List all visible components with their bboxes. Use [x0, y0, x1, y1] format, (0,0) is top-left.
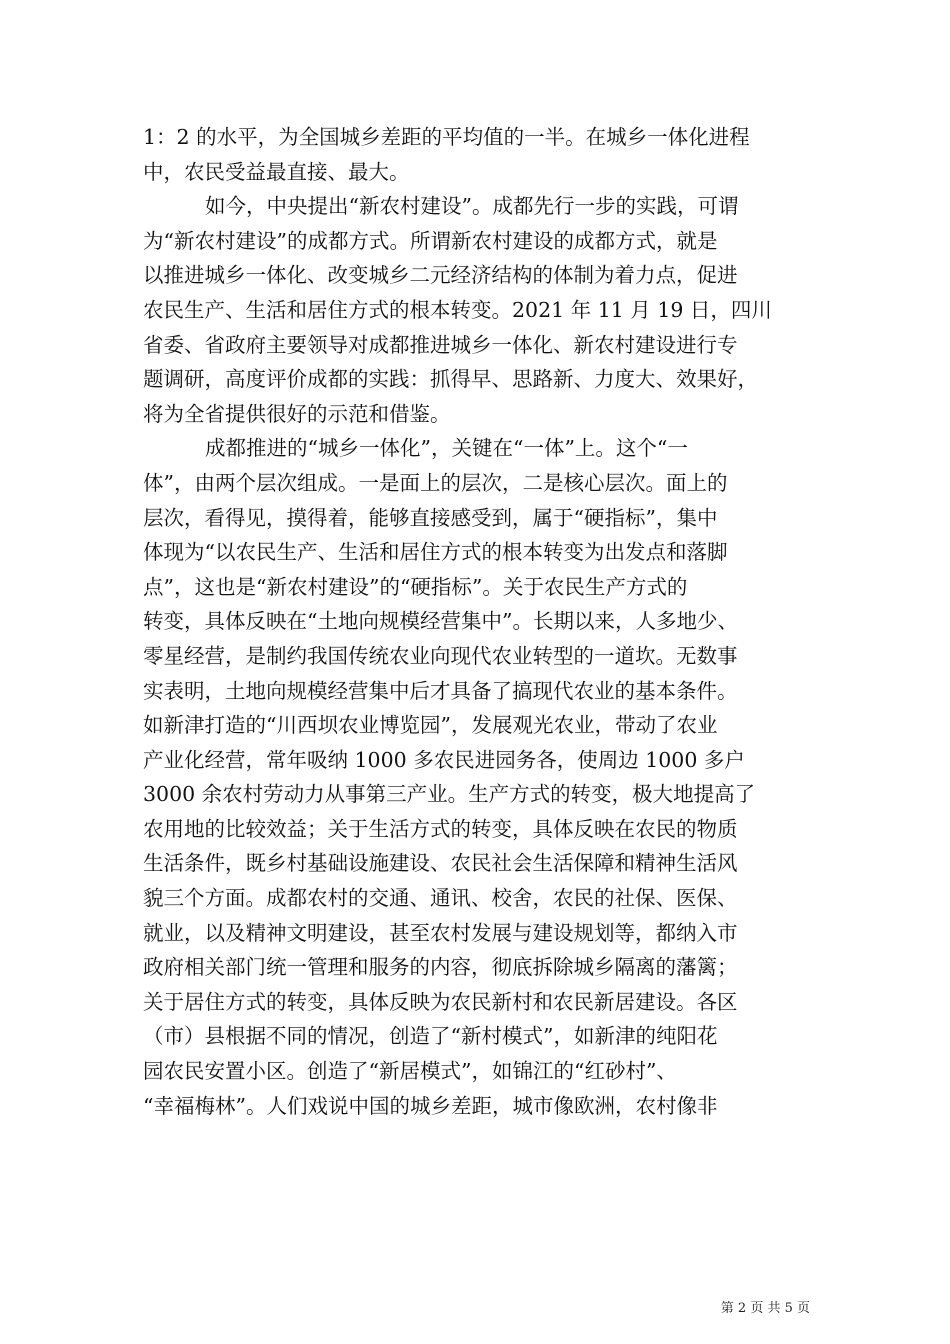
text-line: 为“新农村建设”的成都方式。所谓新农村建设的成都方式，就是	[143, 228, 718, 253]
text-line: 如今，中央提出“新农村建设”。成都先行一步的实践，可谓	[205, 194, 739, 219]
text-line: 产业化经营，常年吸纳 1000 多农民进园务各，使周边 1000 多户	[143, 747, 745, 772]
page-number: 第 2 页 共 5 页	[720, 1301, 810, 1316]
text-line: 农用地的比较效益；关于生活方式的转变，具体反映在农民的物质	[143, 816, 738, 841]
text-line: 将为全省提供很好的示范和借鉴。	[143, 401, 451, 426]
text-line: 关于居住方式的转变，具体反映为农民新村和农民新居建设。各区	[143, 989, 738, 1014]
text-line: 3000 余农村劳动力从事第三产业。生产方式的转变，极大地提高了	[143, 782, 756, 807]
text-line: 转变，具体反映在“土地向规模经营集中”。长期以来，人多地少、	[143, 609, 738, 634]
text-line: 农民生产、生活和居住方式的根本转变。2021 年 11 月 19 日，四川	[143, 297, 772, 322]
document-body	[143, 120, 808, 1123]
text-line: （市）县根据不同的情况，创造了“新村模式”，如新津的纯阳花	[143, 1024, 718, 1049]
text-line: 层次，看得见，摸得着，能够直接感受到，属于“硬指标”，集中	[143, 505, 718, 530]
text-line: 政府相关部门统一管理和服务的内容，彻底拆除城乡隔离的藩篱；	[143, 955, 738, 980]
text-line: 体”，由两个层次组成。一是面上的层次，二是核心层次。面上的	[143, 470, 728, 495]
text-line: 中，农民受益最直接、最大。	[143, 159, 410, 184]
text-line: 1：2 的水平，为全国城乡差距的平均值的一半。在城乡一体化进程	[143, 125, 750, 149]
text-line: 省委、省政府主要领导对成都推进城乡一体化、新农村建设进行专	[143, 332, 738, 357]
text-line: 生活条件，既乡村基础设施建设、农民社会生活保障和精神生活风	[143, 851, 738, 876]
text-line: 成都推进的“城乡一体化”，关键在“一体”上。这个“一	[205, 436, 688, 461]
text-line: 就业，以及精神文明建设，甚至农村发展与建设规划等，都纳入市	[143, 920, 738, 945]
text-line: 园农民安置小区。创造了“新居模式”，如锦江的“红砂村”、	[143, 1059, 677, 1084]
text-line: “幸福梅林”。人们戏说中国的城乡差距，城市像欧洲，农村像非	[143, 1093, 718, 1118]
text-line: 题调研，高度评价成都的实践：抓得早、思路新、力度大、效果好，	[143, 367, 758, 392]
text-line: 以推进城乡一体化、改变城乡二元经济结构的体制为着力点，促进	[143, 263, 738, 288]
text-line: 实表明，土地向规模经营集中后才具备了搞现代农业的基本条件。	[143, 678, 738, 703]
text-line: 貌三个方面。成都农村的交通、通讯、校舍，农民的社保、医保、	[143, 886, 738, 911]
text-line: 点”，这也是“新农村建设”的“硬指标”。关于农民生产方式的	[143, 574, 688, 599]
text-line: 如新津打造的“川西坝农业博览园”，发展观光农业，带动了农业	[143, 713, 718, 738]
text-line: 体现为“以农民生产、生活和居住方式的根本转变为出发点和落脚	[143, 540, 728, 565]
text-line: 零星经营，是制约我国传统农业向现代农业转型的一道坎。无数事	[143, 643, 738, 668]
